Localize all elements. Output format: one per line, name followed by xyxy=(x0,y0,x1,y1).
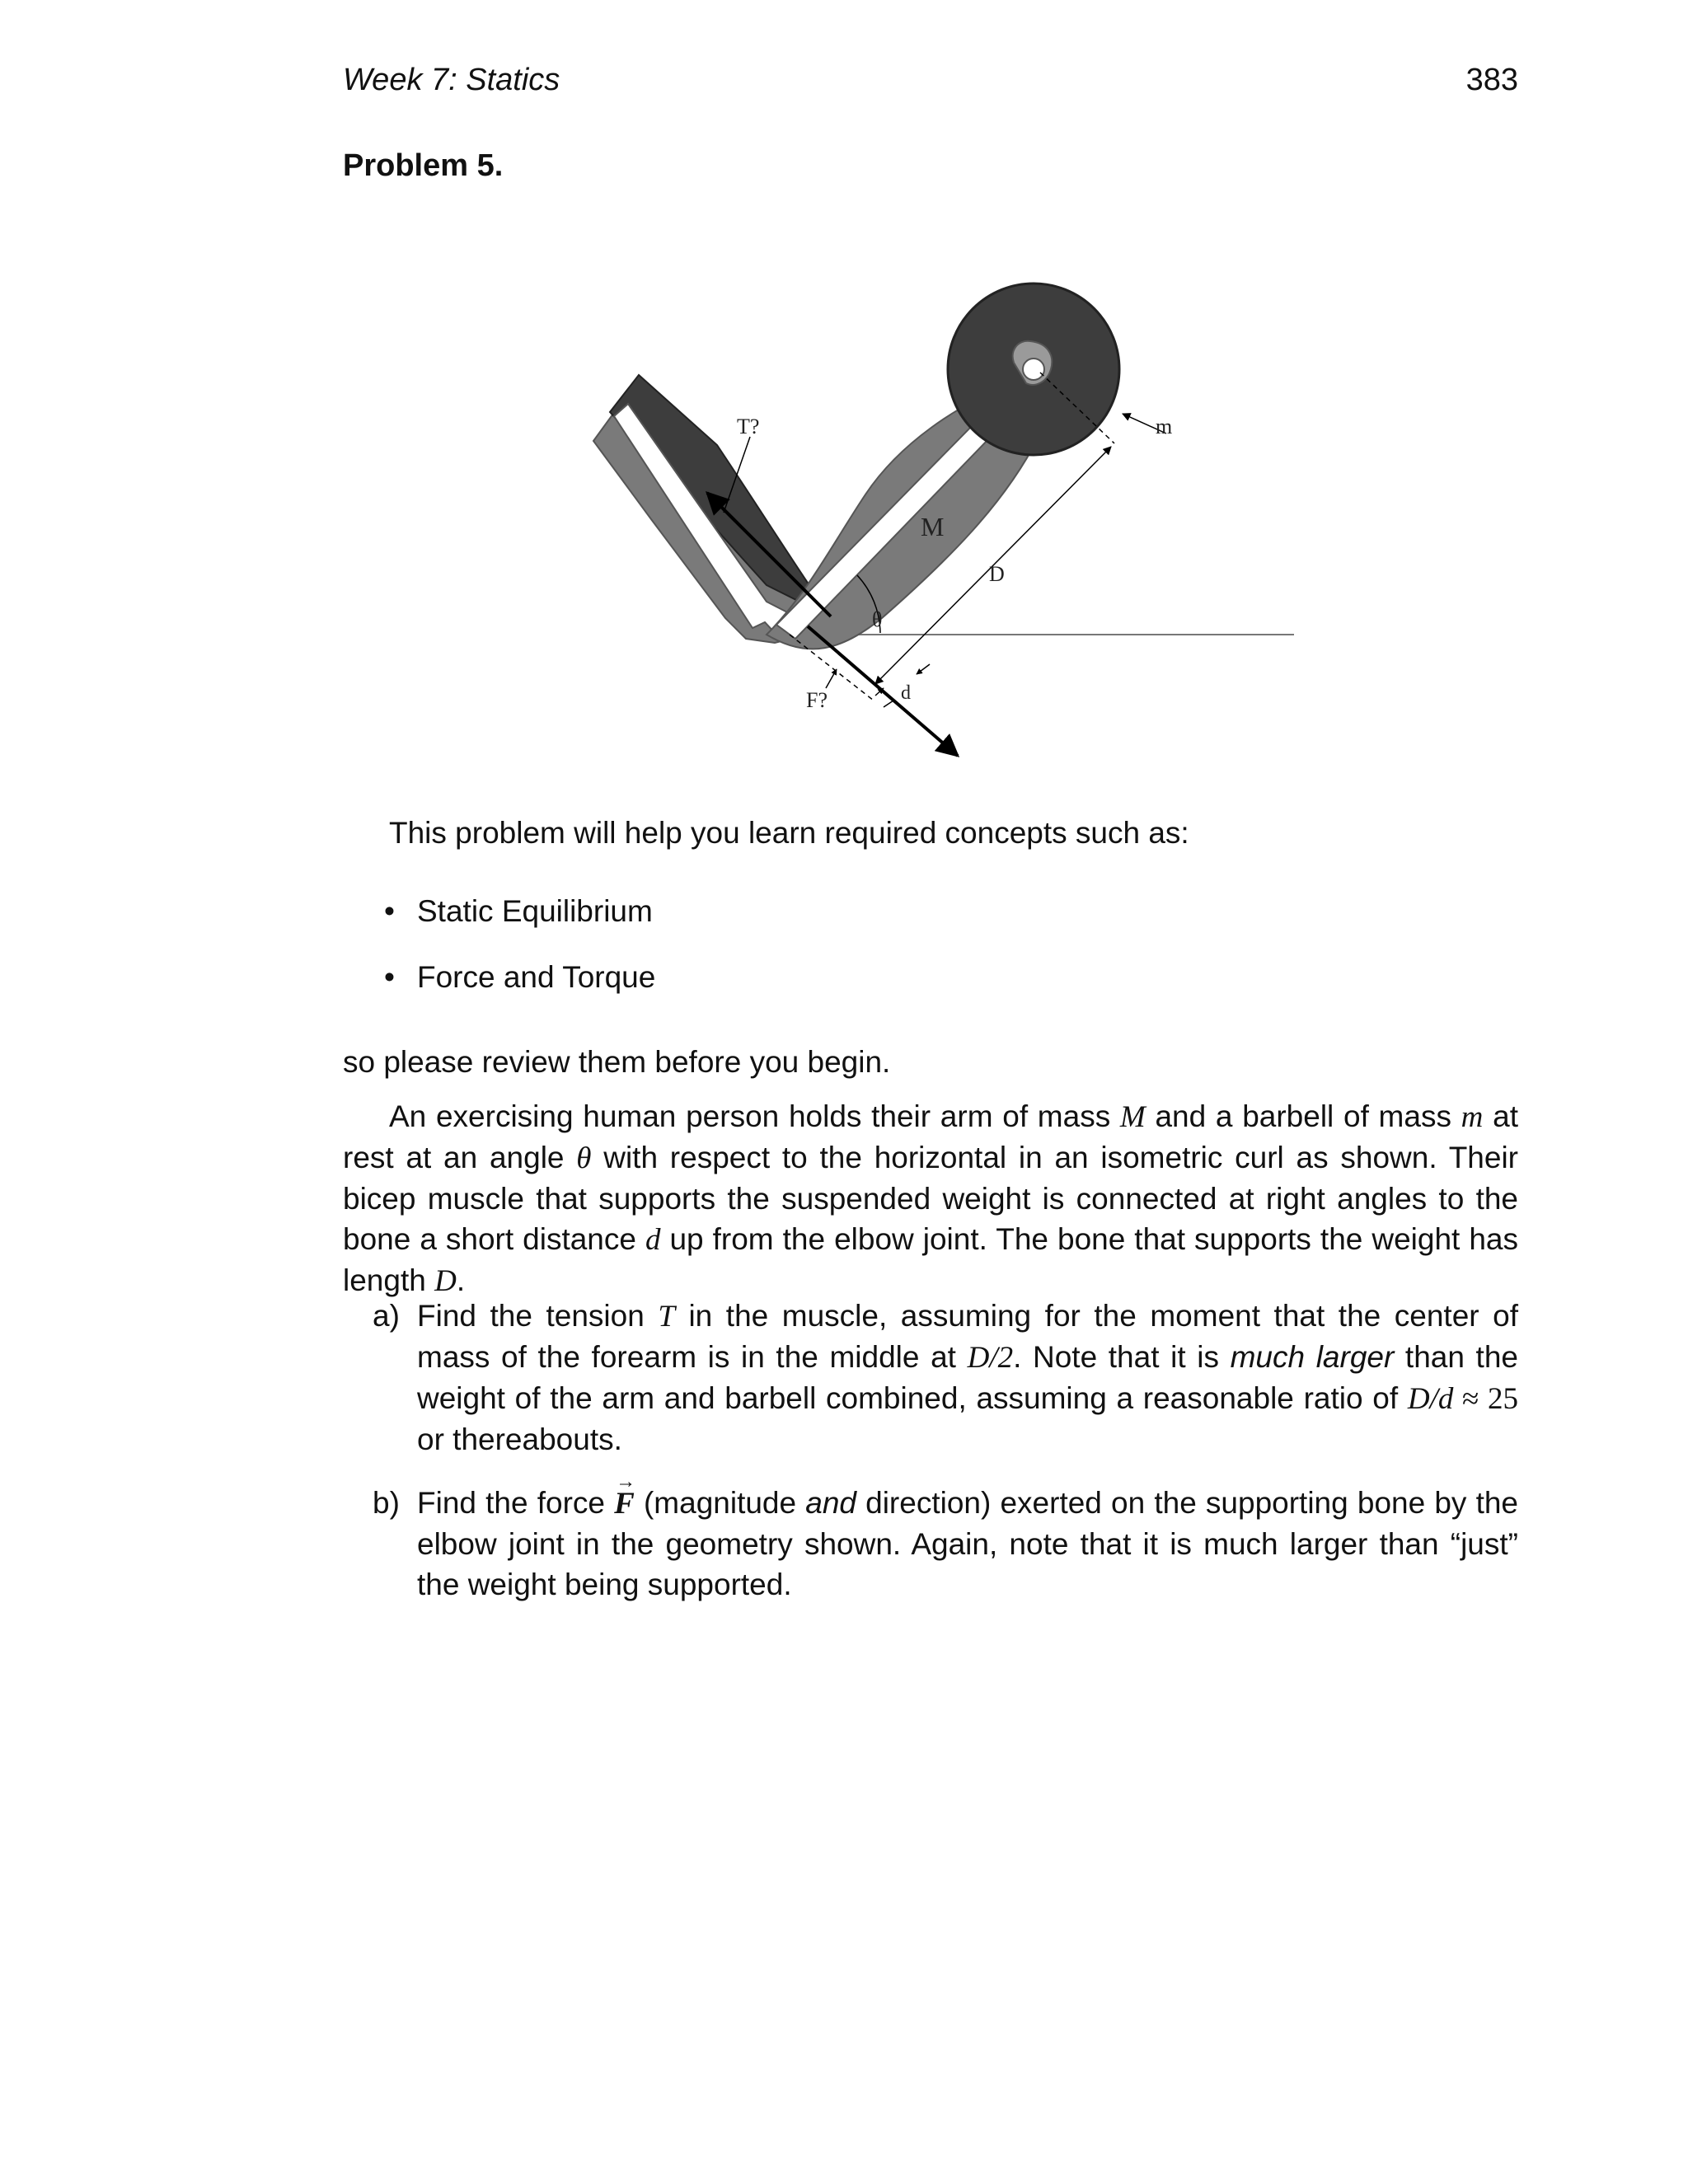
question-list xyxy=(373,1296,1518,1628)
list-item: • Force and Torque xyxy=(384,960,655,998)
barbell-bar xyxy=(1023,359,1044,380)
problem-paragraph: An exercising human person holds their arm of mass M and a barbell of mass m at rest at an angle θ with respect to the horizontal in an isometric curl as shown. Their bicep muscle that supports the suspended weight is connected at right angles to the bone a short distance d up from the elbow joint. The bone that supports the weight has length D. xyxy=(343,1099,1518,1298)
label-distance: d xyxy=(901,682,911,704)
concept-list xyxy=(384,894,655,1026)
label-force: F? xyxy=(806,688,828,712)
question-a: a) Find the tension T in the muscle, assuming for the moment that the center of mass of the forearm is in the middle at D/2. Note that it is much larger than the weight of the arm and barbell combined, assuming a reasonable ratio of D/d ≈ 25 or thereabouts. xyxy=(373,1296,1518,1460)
force-vector-symbol: F → xyxy=(614,1483,635,1524)
question-label: b) xyxy=(373,1486,400,1520)
label-arm-mass: M xyxy=(921,512,945,541)
force-arrow xyxy=(808,626,958,756)
question-b: b) Find the force F → (magnitude and direction) exerted on the supporting bone by the elbow joint in the geometry shown. Again, note that it is much larger than “just” the weight being supported. xyxy=(373,1483,1518,1605)
intro-text: This problem will help you learn required concepts such as: xyxy=(389,816,1189,850)
label-angle: θ xyxy=(872,607,883,631)
list-item: • Static Equilibrium xyxy=(384,894,655,932)
running-header: Week 7: Statics xyxy=(343,63,560,97)
arm-barbell-figure xyxy=(560,272,1302,783)
label-tension: T? xyxy=(737,415,760,438)
question-label: a) xyxy=(373,1299,400,1333)
label-bone-length: D xyxy=(989,562,1005,586)
page-number: 383 xyxy=(1465,63,1518,97)
label-barbell-mass: m xyxy=(1156,415,1173,438)
problem-title: Problem 5. xyxy=(343,148,504,183)
review-text: so please review them before you begin. xyxy=(343,1045,891,1079)
